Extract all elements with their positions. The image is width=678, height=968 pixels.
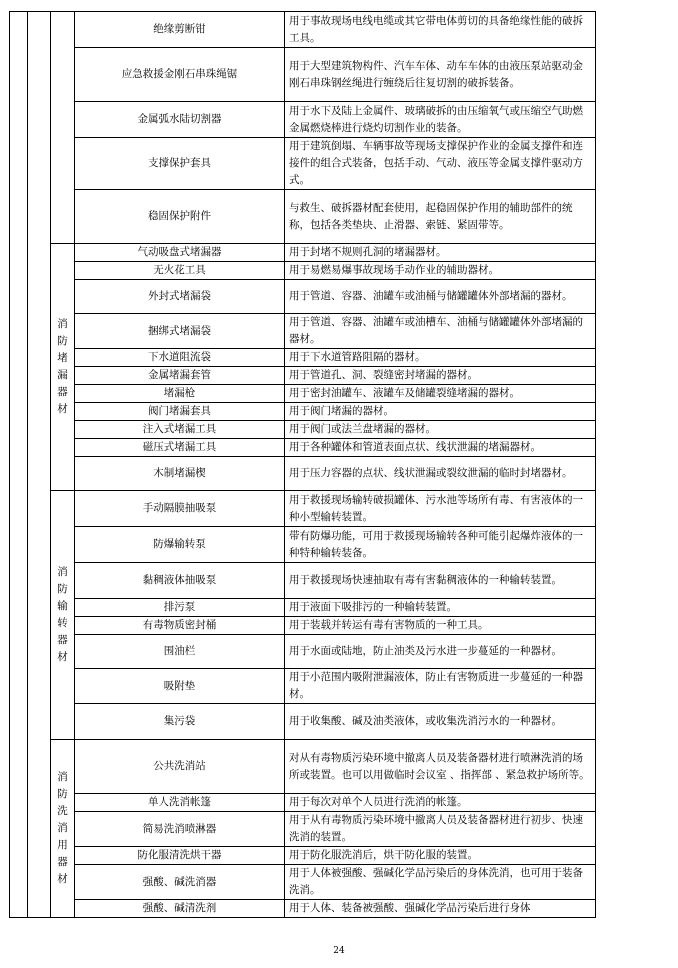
table-row	[10, 280, 596, 314]
equipment-name: 强酸、碱洗消器	[75, 865, 285, 900]
table-row	[10, 669, 596, 704]
table-row	[10, 617, 596, 635]
equipment-name: 防化服清洗烘干器	[75, 847, 285, 865]
table-row	[10, 740, 596, 794]
equipment-name: 公共洗消站	[75, 740, 285, 794]
category-cell	[51, 740, 75, 918]
category-cell	[51, 244, 75, 491]
equipment-name: 围油栏	[75, 635, 285, 669]
category-label: 消防洗消用器材	[57, 771, 68, 885]
table-row	[10, 812, 596, 847]
equipment-description: 用于人体、装备被强酸、强碱化学品污染后进行身体	[285, 900, 596, 918]
table-row	[10, 491, 596, 527]
table-row	[10, 48, 596, 102]
equipment-name: 外封式堵漏袋	[75, 280, 285, 314]
blank-column-1	[10, 12, 28, 918]
equipment-description: 用于易燃易爆事故现场手动作业的辅助器材。	[285, 262, 596, 280]
table-row	[10, 262, 596, 280]
equipment-description: 用于液面下吸排污的一种输转装置。	[285, 599, 596, 617]
equipment-name: 金属堵漏套管	[75, 367, 285, 385]
table-row	[10, 865, 596, 900]
equipment-description: 用于小范围内吸附泄漏液体，防止有害物质进一步蔓延的一种器材。	[285, 669, 596, 704]
category-cell	[51, 491, 75, 740]
equipment-description: 用于事故现场电线电缆或其它带电体剪切的具备绝缘性能的破拆工具。	[285, 12, 596, 48]
equipment-name: 木制堵漏楔	[75, 457, 285, 491]
table-row	[10, 190, 596, 244]
equipment-name: 简易洗消喷淋器	[75, 812, 285, 847]
equipment-name: 黏稠液体抽吸泵	[75, 563, 285, 599]
table-row	[10, 599, 596, 617]
equipment-description: 用于水面或陆地，防止油类及污水进一步蔓延的一种器材。	[285, 635, 596, 669]
equipment-name: 磁压式堵漏工具	[75, 439, 285, 457]
page-number: 24	[333, 946, 345, 956]
category-cell	[51, 12, 75, 244]
equipment-name: 强酸、碱清洗剂	[75, 900, 285, 918]
table-row	[10, 704, 596, 740]
equipment-name: 稳固保护附件	[75, 190, 285, 244]
table-row	[10, 102, 596, 138]
equipment-name: 下水道阻流袋	[75, 349, 285, 367]
table-row	[10, 527, 596, 563]
equipment-description: 用于大型建筑物构件、汽车车体、动车车体的由液压泵站驱动金刚石串珠钢丝绳进行缠绕后往复切割的破拆装备。	[285, 48, 596, 102]
equipment-description: 用于救援现场快速抽取有毒有害黏稠液体的一种输转装置。	[285, 563, 596, 599]
equipment-name: 应急救援金刚石串珠绳锯	[75, 48, 285, 102]
equipment-description: 用于各种罐体和管道表面点状、线状泄漏的堵漏器材。	[285, 439, 596, 457]
equipment-name: 手动隔膜抽吸泵	[75, 491, 285, 527]
blank-column-2	[28, 12, 51, 918]
table-row	[10, 385, 596, 403]
equipment-description: 用于人体被强酸、强碱化学品污染后的身体洗消，也可用于装备洗消。	[285, 865, 596, 900]
equipment-description: 用于阀门或法兰盘堵漏的器材。	[285, 421, 596, 439]
equipment-description: 用于每次对单个人员进行洗消的帐篷。	[285, 794, 596, 812]
equipment-description: 用于收集酸、碱及油类液体，或收集洗消污水的一种器材。	[285, 704, 596, 740]
equipment-name: 堵漏枪	[75, 385, 285, 403]
equipment-name: 气动吸盘式堵漏器	[75, 244, 285, 262]
table-row	[10, 403, 596, 421]
equipment-description: 用于下水道管路阻隔的器材。	[285, 349, 596, 367]
equipment-name: 无火花工具	[75, 262, 285, 280]
equipment-description: 用于装载并转运有毒有害物质的一种工具。	[285, 617, 596, 635]
equipment-description: 用于封堵不规则孔洞的堵漏器材。	[285, 244, 596, 262]
table-row	[10, 138, 596, 190]
equipment-table	[9, 11, 596, 918]
table-row	[10, 439, 596, 457]
equipment-name: 金属弧水陆切割器	[75, 102, 285, 138]
table-row	[10, 349, 596, 367]
table-row	[10, 635, 596, 669]
table-row	[10, 421, 596, 439]
equipment-description: 带有防爆功能，可用于救援现场输转各种可能引起爆炸液体的一种特种输转装备。	[285, 527, 596, 563]
equipment-description: 与救生、破拆器材配套使用，起稳固保护作用的辅助部件的统称，包括各类垫块、止滑器、索链、紧固带等。	[285, 190, 596, 244]
equipment-description: 用于管道、容器、油罐车或油桶与储罐罐体外部堵漏的器材。	[285, 280, 596, 314]
equipment-name: 吸附垫	[75, 669, 285, 704]
table-row	[10, 12, 596, 48]
equipment-name: 防爆输转泵	[75, 527, 285, 563]
equipment-name: 捆绑式堵漏袋	[75, 314, 285, 349]
equipment-name: 有毒物质密封桶	[75, 617, 285, 635]
category-label: 消防堵漏器材	[57, 318, 68, 415]
equipment-name: 排污泵	[75, 599, 285, 617]
equipment-name: 注入式堵漏工具	[75, 421, 285, 439]
equipment-description: 用于建筑倒塌、车辆事故等现场支撑保护作业的金属支撑件和连接件的组合式装备，包括手动、气动、液压等金属支撑件驱动方式。	[285, 138, 596, 190]
table-row	[10, 457, 596, 491]
equipment-description: 用于管道、容器、油罐车或油槽车、油桶与储罐罐体外部堵漏的器材。	[285, 314, 596, 349]
equipment-name: 集污袋	[75, 704, 285, 740]
equipment-description: 对从有毒物质污染环境中撤离人员及装备器材进行喷淋洗消的场所或装置。也可以用做临时会议室 、指挥部 、紧急救护场所等。	[285, 740, 596, 794]
equipment-description: 用于从有毒物质污染环境中撤离人员及装备器材进行初步、快速洗消的装置。	[285, 812, 596, 847]
equipment-description: 用于水下及陆上金属件、玻璃破拆的由压缩氧气或压缩空气助燃金属燃烧棒进行烧灼切割作业的装备。	[285, 102, 596, 138]
equipment-name: 支撑保护套具	[75, 138, 285, 190]
equipment-description: 用于密封油罐车、液罐车及储罐裂缝堵漏的器材。	[285, 385, 596, 403]
table-row	[10, 794, 596, 812]
table-row	[10, 900, 596, 918]
table-row	[10, 314, 596, 349]
equipment-name: 绝缘剪断钳	[75, 12, 285, 48]
table-row	[10, 367, 596, 385]
equipment-description: 用于救援现场输转破损罐体、污水池等场所有毒、有害液体的一种小型输转装置。	[285, 491, 596, 527]
equipment-description: 用于管道孔、洞、裂缝密封堵漏的器材。	[285, 367, 596, 385]
table-row	[10, 847, 596, 865]
equipment-description: 用于阀门堵漏的器材。	[285, 403, 596, 421]
equipment-description: 用于压力容器的点状、线状泄漏或裂纹泄漏的临时封堵器材。	[285, 457, 596, 491]
equipment-name: 单人洗消帐篷	[75, 794, 285, 812]
category-label: 消防输转器材	[57, 566, 68, 663]
table-row	[10, 563, 596, 599]
equipment-name: 阀门堵漏套具	[75, 403, 285, 421]
table-row	[10, 244, 596, 262]
equipment-description: 用于防化服洗消后，烘干防化服的装置。	[285, 847, 596, 865]
